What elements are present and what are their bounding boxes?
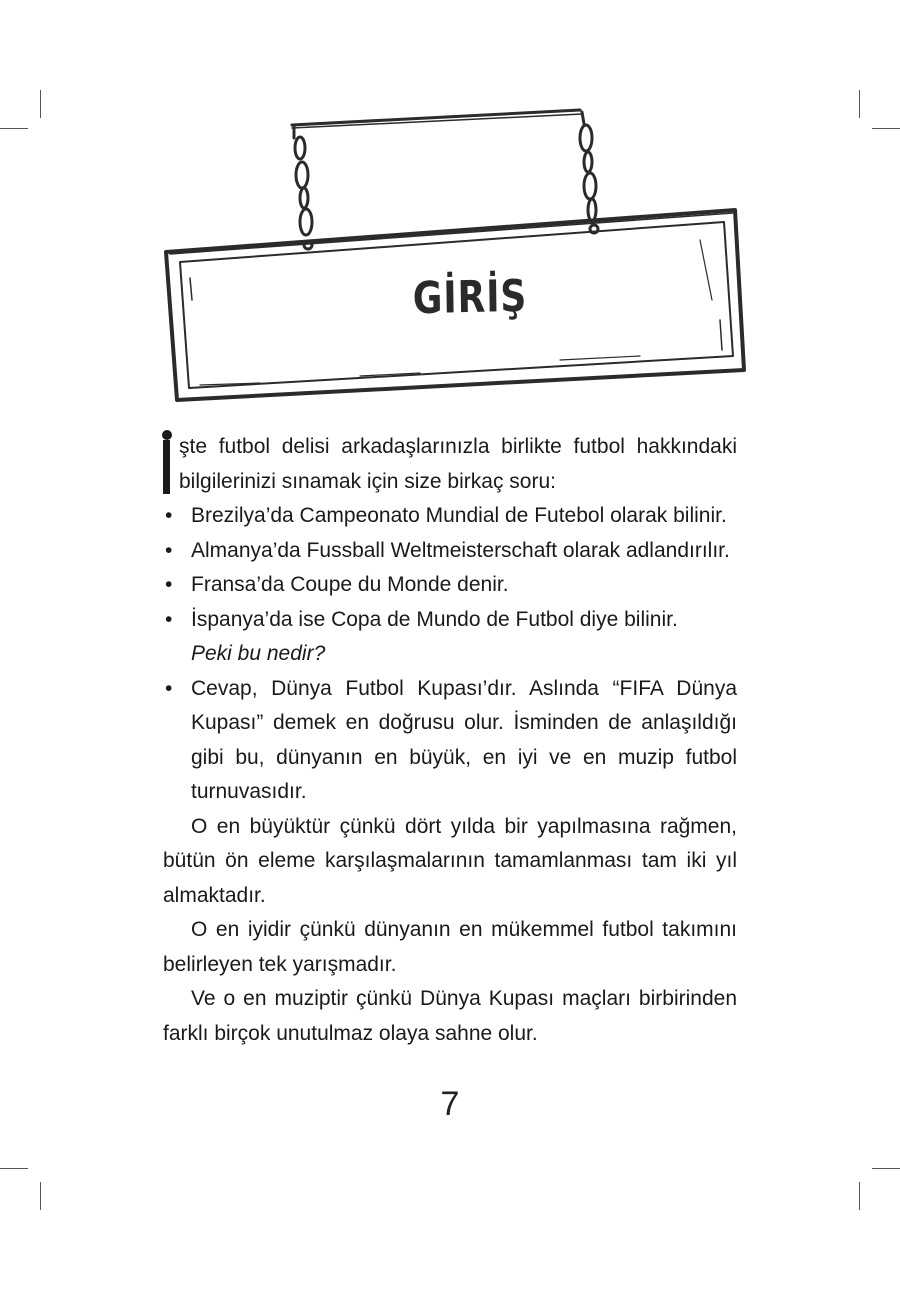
drop-cap [163, 440, 170, 494]
bullet-icon: • [165, 607, 173, 631]
list-item-text: Fransa’da Coupe du Monde denir. [191, 573, 509, 596]
list-item-text: Brezilya’da Campeonato Mundial de Futebol olarak bilinir. [191, 504, 727, 527]
bullet-icon: • [165, 573, 173, 596]
list-item-text: Almanya’da Fussball Weltmeisterschaft olarak adlandırılır. [191, 538, 730, 562]
intro-paragraph [163, 430, 737, 499]
crop-mark [872, 1168, 900, 1169]
list-item [163, 672, 737, 810]
question-text: Peki bu nedir? [191, 642, 326, 665]
bullet-icon: • [165, 676, 173, 700]
body-paragraph: O en büyüktür çünkü dört yılda bir yapılmasına rağmen, bütün ön eleme karşılaşmalarının tamamlanması tam iki yıl almaktadır. [163, 814, 737, 907]
list-item [163, 499, 737, 534]
bullet-icon: • [165, 538, 173, 562]
body-paragraph: O en iyidir çünkü dünyanın en mükemmel futbol takımını belirleyen tek yarışmadır. [163, 918, 737, 976]
bullet-icon: • [165, 504, 173, 527]
drop-cap-dot [162, 430, 172, 440]
body-paragraph: Ve o en muziptir çünkü Dünya Kupası maçları birbirinden farklı birçok unutulmaz olaya sahne olur. [163, 987, 737, 1045]
bullet-list [163, 499, 737, 810]
chapter-title: GİRİŞ [412, 270, 528, 325]
list-item [163, 568, 737, 603]
list-item-text: Cevap, Dünya Futbol Kupası’dır. Aslında “FIFA Dünya Kupası” demek en doğrusu olur. İsminden de anlaşıldığı gibi bu, dünyanın en büyük, en iyi ve en muzip futbol turnuvasıdır. [191, 676, 737, 803]
list-item [163, 603, 737, 672]
page-number: 7 [440, 1085, 460, 1123]
crop-mark [40, 1182, 41, 1210]
page-body [163, 430, 737, 1051]
list-item [163, 534, 737, 569]
hanging-sign-illustration [0, 0, 900, 420]
intro-text: şte futbol delisi arkadaşlarınızla birlikte futbol hakkındaki bilgilerinizi sınamak için size birkaç soru: [179, 435, 737, 493]
crop-mark [859, 1182, 860, 1210]
crop-mark [0, 1168, 28, 1169]
list-item-text: İspanya’da ise Copa de Mundo de Futbol diye bilinir. [191, 607, 678, 631]
